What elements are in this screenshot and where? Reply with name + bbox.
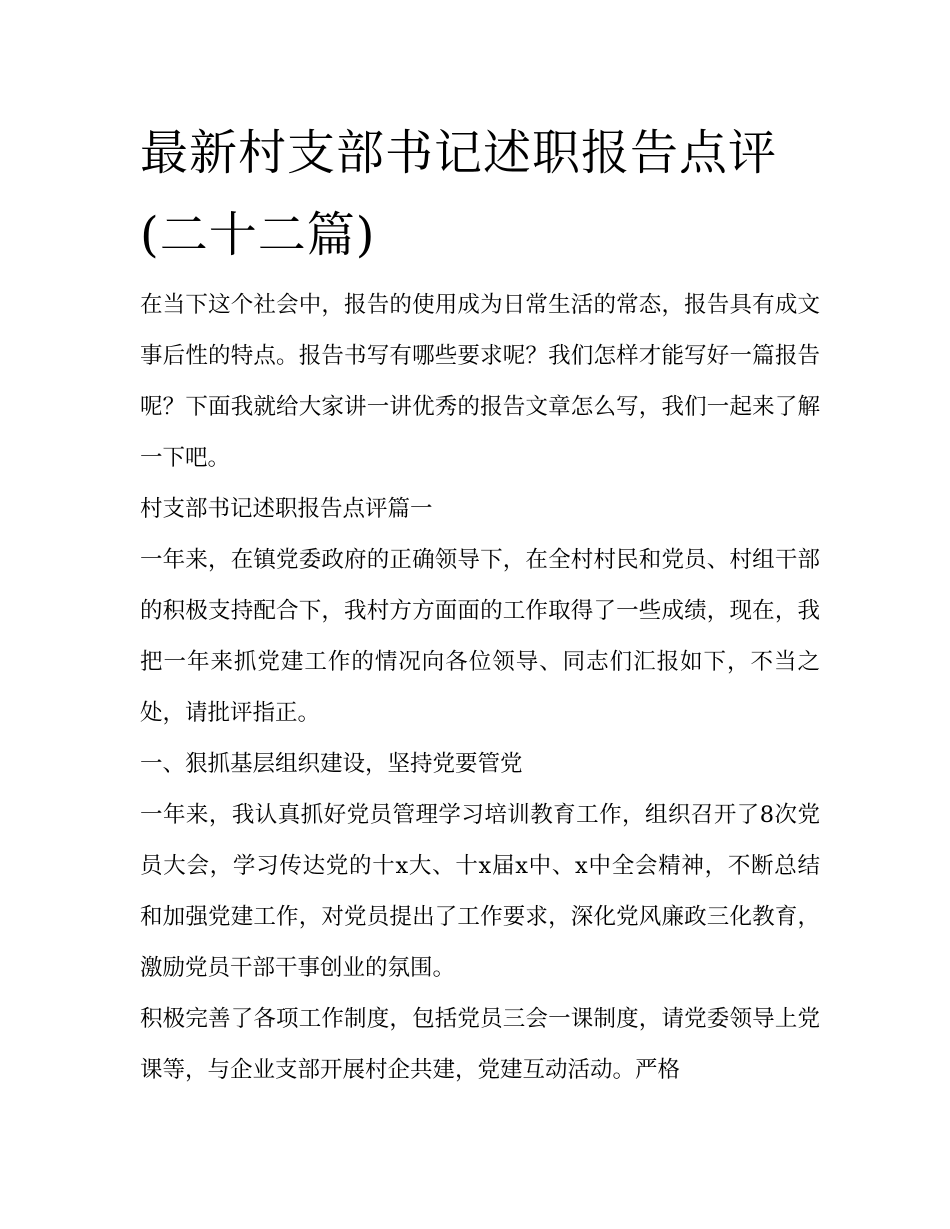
body-paragraph: 一年来，我认真抓好党员管理学习培训教育工作，组织召开了8次党员大会，学习传达党的十x大、十x届x中、x中全会精神，不断总结和加强党建工作，对党员提出了工作要求，深化党风廉政三化教育，激励党员干部干事创业的氛围。: [140, 802, 820, 981]
document-title: 最新村支部书记述职报告点评(二十二篇): [140, 125, 778, 263]
subsection-heading: 一、狠抓基层组织建设，坚持党要管党: [140, 751, 523, 777]
document-body: [140, 280, 820, 1096]
body-paragraph: 一年来，在镇党委政府的正确领导下，在全村村民和党员、村组干部的积极支持配合下，我村方方面面的工作取得了一些成绩，现在，我把一年来抓党建工作的情况向各位领导、同志们汇报如下，不当之处，请批评指正。: [140, 547, 820, 726]
body-paragraph: 积极完善了各项工作制度，包括党员三会一课制度，请党委领导上党课等，与企业支部开展村企共建，党建互动活动。严格: [140, 1006, 820, 1083]
intro-paragraph: 在当下这个社会中，报告的使用成为日常生活的常态，报告具有成文事后性的特点。报告书写有哪些要求呢？我们怎样才能写好一篇报告呢？下面我就给大家讲一讲优秀的报告文章怎么写，我们一起来了解一下吧。: [140, 292, 820, 471]
section-heading: 村支部书记述职报告点评篇一: [140, 496, 433, 522]
